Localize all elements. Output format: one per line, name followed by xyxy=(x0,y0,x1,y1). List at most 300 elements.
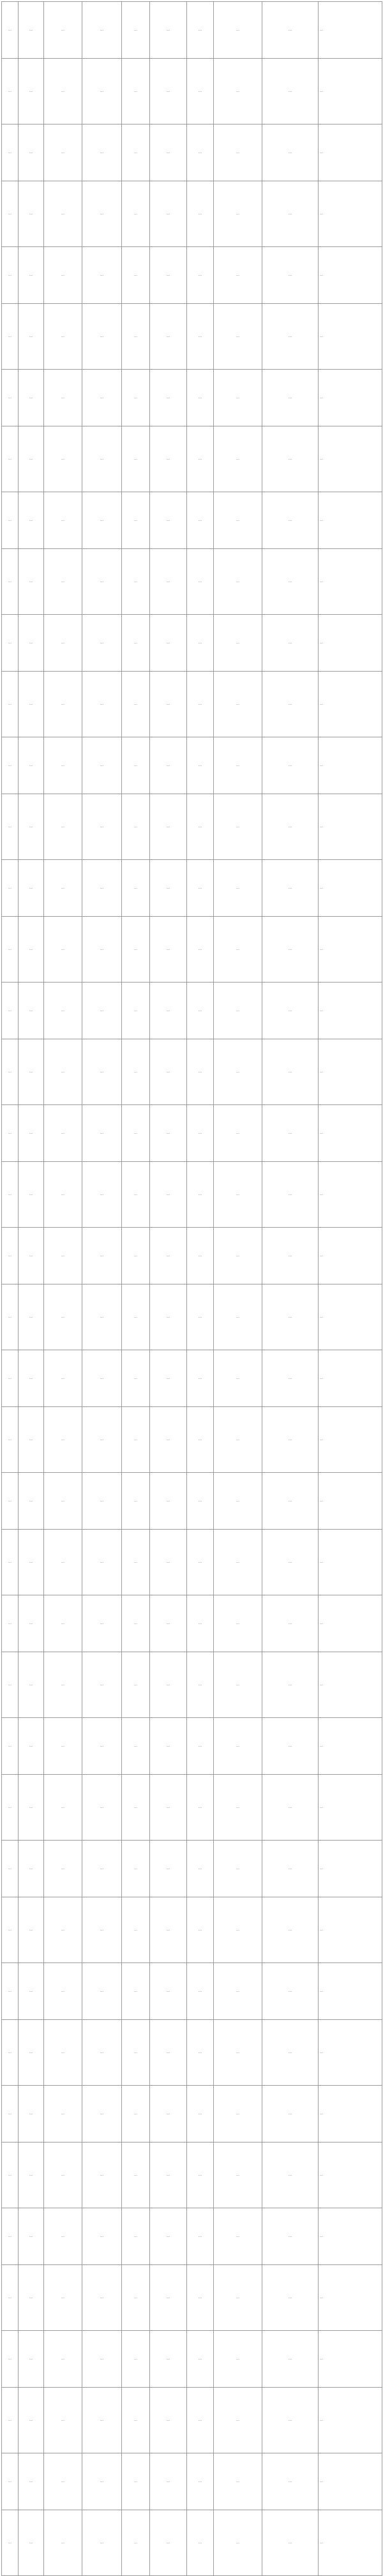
table-cell: … xyxy=(262,2265,319,2331)
table-cell: … xyxy=(150,1841,187,1897)
table-cell: … xyxy=(82,1963,122,2020)
table-row xyxy=(2,1897,382,1963)
table-cell: … xyxy=(319,2331,382,2388)
table-cell: … xyxy=(19,2265,44,2331)
table-cell: … xyxy=(44,860,82,917)
table-cell: … xyxy=(19,1350,44,1407)
table-cell: … xyxy=(150,737,187,794)
table-cell: … xyxy=(150,2020,187,2086)
table-cell: … xyxy=(44,370,82,426)
table-cell: … xyxy=(319,59,382,124)
table-row xyxy=(2,983,382,1039)
table-cell: … xyxy=(214,304,262,370)
table-cell: … xyxy=(82,2331,122,2388)
table-cell: … xyxy=(19,1228,44,1284)
table-cell: … xyxy=(2,2020,19,2086)
table-cell: … xyxy=(2,1897,19,1963)
table-cell: … xyxy=(2,1595,19,1652)
table-cell: … xyxy=(319,1039,382,1105)
table-cell: … xyxy=(187,2020,214,2086)
table-cell: … xyxy=(262,1897,319,1963)
table-cell: … xyxy=(44,2020,82,2086)
table-cell: … xyxy=(82,2388,122,2453)
table-cell: … xyxy=(187,1162,214,1228)
table-cell: … xyxy=(187,1718,214,1775)
table-cell: … xyxy=(187,549,214,615)
table-cell: … xyxy=(150,124,187,181)
table-cell: … xyxy=(122,2453,150,2510)
table-row xyxy=(2,1473,382,1530)
table-cell: … xyxy=(122,1473,150,1530)
table-cell: … xyxy=(19,615,44,672)
table-cell: … xyxy=(2,492,19,549)
table-cell: … xyxy=(19,181,44,247)
table-row xyxy=(2,2388,382,2453)
table-cell: … xyxy=(262,426,319,492)
table-cell: … xyxy=(19,1963,44,2020)
table-cell: … xyxy=(262,917,319,983)
table-cell: … xyxy=(214,1039,262,1105)
table-row xyxy=(2,1039,382,1105)
table-row xyxy=(2,1775,382,1841)
table-row xyxy=(2,2208,382,2265)
table-cell: … xyxy=(122,124,150,181)
table-cell: … xyxy=(214,2388,262,2453)
table-cell: … xyxy=(82,370,122,426)
table-cell: … xyxy=(2,1775,19,1841)
table-cell: … xyxy=(19,983,44,1039)
table-cell: … xyxy=(122,1162,150,1228)
table-cell: … xyxy=(122,247,150,304)
table-cell: … xyxy=(122,983,150,1039)
table-cell: … xyxy=(122,615,150,672)
table-cell: … xyxy=(19,2331,44,2388)
table-row xyxy=(2,2331,382,2388)
table-cell: … xyxy=(44,2,82,59)
table-cell: … xyxy=(262,2331,319,2388)
table-cell: … xyxy=(319,1105,382,1162)
table-cell: … xyxy=(319,860,382,917)
table-row xyxy=(2,181,382,247)
table-cell: … xyxy=(214,1284,262,1350)
table-cell: … xyxy=(19,1595,44,1652)
table-cell: … xyxy=(44,1228,82,1284)
table-cell: … xyxy=(82,1407,122,1473)
table-cell: … xyxy=(214,672,262,737)
table-cell: … xyxy=(214,1963,262,2020)
table-cell: … xyxy=(19,2453,44,2510)
table-row xyxy=(2,1284,382,1350)
table-cell: … xyxy=(122,1530,150,1595)
table-cell: … xyxy=(2,737,19,794)
table-row xyxy=(2,1407,382,1473)
table-cell: … xyxy=(214,983,262,1039)
table-cell: … xyxy=(319,426,382,492)
table-cell: … xyxy=(262,672,319,737)
table-cell: … xyxy=(2,181,19,247)
table-cell: … xyxy=(150,1595,187,1652)
table-cell: … xyxy=(44,426,82,492)
table-cell: … xyxy=(214,1841,262,1897)
table-cell: … xyxy=(44,1162,82,1228)
table-cell: … xyxy=(187,2265,214,2331)
table-cell: … xyxy=(82,304,122,370)
table-row xyxy=(2,426,382,492)
table-cell: … xyxy=(19,1162,44,1228)
table-cell: … xyxy=(44,59,82,124)
table-cell: … xyxy=(19,917,44,983)
table-cell: … xyxy=(262,2143,319,2208)
table-cell: … xyxy=(150,492,187,549)
table-cell: … xyxy=(44,2086,82,2143)
table-cell: … xyxy=(319,1652,382,1718)
table-cell: … xyxy=(319,2143,382,2208)
table-cell: … xyxy=(262,794,319,860)
table-cell: … xyxy=(262,1775,319,1841)
table-row xyxy=(2,2,382,59)
table-row xyxy=(2,672,382,737)
table-cell: … xyxy=(262,124,319,181)
table-cell: … xyxy=(19,1718,44,1775)
table-cell: … xyxy=(214,794,262,860)
table-cell: … xyxy=(262,1652,319,1718)
table-cell: … xyxy=(319,2510,382,2576)
table-cell: … xyxy=(44,247,82,304)
table-cell: … xyxy=(19,2020,44,2086)
table-cell: … xyxy=(82,2086,122,2143)
table-cell: … xyxy=(319,304,382,370)
table-cell: … xyxy=(150,1718,187,1775)
table-cell: … xyxy=(319,1530,382,1595)
table-cell: … xyxy=(44,1039,82,1105)
table-cell: … xyxy=(150,2265,187,2331)
table-cell: … xyxy=(2,615,19,672)
table-cell: … xyxy=(122,370,150,426)
table-cell: … xyxy=(122,1228,150,1284)
table-cell: … xyxy=(19,2086,44,2143)
table-cell: … xyxy=(319,983,382,1039)
table-cell: … xyxy=(82,549,122,615)
table-row xyxy=(2,917,382,983)
table-cell: … xyxy=(122,492,150,549)
table-cell: … xyxy=(122,181,150,247)
table-cell: … xyxy=(187,672,214,737)
table-cell: … xyxy=(262,181,319,247)
table-cell: … xyxy=(2,370,19,426)
table-row xyxy=(2,59,382,124)
table-cell: … xyxy=(262,1473,319,1530)
table-cell: … xyxy=(187,860,214,917)
table-cell: … xyxy=(187,917,214,983)
table-cell: … xyxy=(150,2453,187,2510)
table-cell: … xyxy=(150,426,187,492)
table-cell: … xyxy=(19,1775,44,1841)
table-cell: … xyxy=(44,1473,82,1530)
table-cell: … xyxy=(187,1228,214,1284)
table-cell: … xyxy=(44,2143,82,2208)
table-cell: … xyxy=(214,426,262,492)
table-cell: … xyxy=(214,492,262,549)
table-cell: … xyxy=(82,2208,122,2265)
table-cell: … xyxy=(2,124,19,181)
table-cell: … xyxy=(122,2,150,59)
table-cell: … xyxy=(2,2265,19,2331)
table-cell: … xyxy=(44,672,82,737)
table-cell: … xyxy=(82,247,122,304)
table-cell: … xyxy=(19,124,44,181)
table-cell: … xyxy=(82,1897,122,1963)
table-cell: … xyxy=(2,304,19,370)
table-cell: … xyxy=(82,794,122,860)
table-cell: … xyxy=(122,917,150,983)
table-cell: … xyxy=(214,2265,262,2331)
table-cell: … xyxy=(262,1407,319,1473)
table-row xyxy=(2,2143,382,2208)
table-row xyxy=(2,1162,382,1228)
table-cell: … xyxy=(122,860,150,917)
table-cell: … xyxy=(19,1039,44,1105)
table-cell: … xyxy=(214,2208,262,2265)
table-row xyxy=(2,1963,382,2020)
table-cell: … xyxy=(122,59,150,124)
table-cell: … xyxy=(44,1652,82,1718)
table-cell: … xyxy=(187,1595,214,1652)
table-cell: … xyxy=(44,492,82,549)
table-cell: … xyxy=(187,247,214,304)
table-cell: … xyxy=(214,2143,262,2208)
table-cell: … xyxy=(262,1039,319,1105)
table-cell: … xyxy=(214,59,262,124)
table-cell: … xyxy=(19,2388,44,2453)
table-cell: … xyxy=(187,1350,214,1407)
table-cell: … xyxy=(150,181,187,247)
table-cell: … xyxy=(19,1652,44,1718)
table-row xyxy=(2,304,382,370)
table-cell: … xyxy=(150,983,187,1039)
table-cell: … xyxy=(122,1595,150,1652)
table-cell: … xyxy=(19,370,44,426)
table-cell: … xyxy=(2,2143,19,2208)
table-cell: … xyxy=(187,59,214,124)
table-cell: … xyxy=(122,1775,150,1841)
table-row xyxy=(2,615,382,672)
table-cell: … xyxy=(187,1473,214,1530)
table-cell: … xyxy=(214,247,262,304)
table-cell: … xyxy=(214,2331,262,2388)
table-cell: … xyxy=(19,2,44,59)
table-cell: … xyxy=(262,2453,319,2510)
table-cell: … xyxy=(187,794,214,860)
table-cell: … xyxy=(262,2510,319,2576)
table-cell: … xyxy=(319,370,382,426)
table-cell: … xyxy=(44,2510,82,2576)
table-row xyxy=(2,1718,382,1775)
table-cell: … xyxy=(122,1350,150,1407)
table-cell: … xyxy=(150,2,187,59)
table-row xyxy=(2,492,382,549)
table-cell: … xyxy=(319,1473,382,1530)
table-cell: … xyxy=(82,860,122,917)
table-cell: … xyxy=(262,59,319,124)
table-cell: … xyxy=(82,2265,122,2331)
table-cell: … xyxy=(150,1530,187,1595)
table-cell: … xyxy=(319,1897,382,1963)
table-cell: … xyxy=(187,124,214,181)
table-cell: … xyxy=(19,794,44,860)
table-cell: … xyxy=(262,983,319,1039)
table-cell: … xyxy=(150,59,187,124)
table-cell: … xyxy=(214,1897,262,1963)
table-cell: … xyxy=(82,1162,122,1228)
table-cell: … xyxy=(319,1775,382,1841)
table-cell: … xyxy=(82,59,122,124)
table-cell: … xyxy=(262,1162,319,1228)
table-cell: … xyxy=(150,860,187,917)
table-cell: … xyxy=(262,2388,319,2453)
table-cell: … xyxy=(44,1897,82,1963)
table-cell: … xyxy=(44,2388,82,2453)
table-cell: … xyxy=(2,2,19,59)
table-cell: … xyxy=(19,1473,44,1530)
table-cell: … xyxy=(319,1963,382,2020)
table-cell: … xyxy=(187,2086,214,2143)
table-cell: … xyxy=(19,1530,44,1595)
table-cell: … xyxy=(187,737,214,794)
table-cell: … xyxy=(262,1284,319,1350)
table-cell: … xyxy=(150,1407,187,1473)
table-row xyxy=(2,794,382,860)
table-cell: … xyxy=(82,615,122,672)
table-row xyxy=(2,2453,382,2510)
table-cell: … xyxy=(262,370,319,426)
table-cell: … xyxy=(319,737,382,794)
table-row xyxy=(2,2265,382,2331)
table-cell: … xyxy=(44,1284,82,1350)
table-cell: … xyxy=(82,181,122,247)
table-cell: … xyxy=(187,1963,214,2020)
table-cell: … xyxy=(44,124,82,181)
table-cell: … xyxy=(262,1530,319,1595)
table-cell: … xyxy=(44,549,82,615)
data-table xyxy=(1,1,382,2576)
table-cell: … xyxy=(187,1841,214,1897)
table-cell: … xyxy=(2,1039,19,1105)
table-cell: … xyxy=(82,492,122,549)
table-row xyxy=(2,1105,382,1162)
table-cell: … xyxy=(214,370,262,426)
table-cell: … xyxy=(82,917,122,983)
table-cell: … xyxy=(319,2086,382,2143)
table-cell: … xyxy=(214,1105,262,1162)
table-cell: … xyxy=(44,917,82,983)
table-cell: … xyxy=(122,2265,150,2331)
table-cell: … xyxy=(44,983,82,1039)
table-cell: … xyxy=(44,615,82,672)
table-cell: … xyxy=(187,2331,214,2388)
table-cell: … xyxy=(2,1841,19,1897)
table-cell: … xyxy=(319,1595,382,1652)
table-row xyxy=(2,370,382,426)
table-cell: … xyxy=(122,1897,150,1963)
table-cell: … xyxy=(214,2453,262,2510)
table-cell: … xyxy=(82,1473,122,1530)
table-cell: … xyxy=(214,2,262,59)
table-cell: … xyxy=(19,737,44,794)
table-cell: … xyxy=(187,1652,214,1718)
table-cell: … xyxy=(262,1718,319,1775)
table-cell: … xyxy=(319,1350,382,1407)
table-cell: … xyxy=(82,983,122,1039)
table-cell: … xyxy=(214,1162,262,1228)
table-cell: … xyxy=(2,1228,19,1284)
table-cell: … xyxy=(82,1718,122,1775)
table-cell: … xyxy=(2,2453,19,2510)
table-cell: … xyxy=(319,181,382,247)
table-cell: … xyxy=(2,1963,19,2020)
table-row xyxy=(2,1530,382,1595)
table-cell: … xyxy=(2,860,19,917)
table-cell: … xyxy=(2,2086,19,2143)
table-cell: … xyxy=(19,59,44,124)
table-cell: … xyxy=(19,672,44,737)
table-cell: … xyxy=(187,304,214,370)
table-cell: … xyxy=(150,1350,187,1407)
table-cell: … xyxy=(262,1350,319,1407)
table-cell: … xyxy=(187,615,214,672)
table-cell: … xyxy=(214,1407,262,1473)
table-row xyxy=(2,2086,382,2143)
table-cell: … xyxy=(319,672,382,737)
table-cell: … xyxy=(150,1963,187,2020)
table-cell: … xyxy=(187,1897,214,1963)
table-row xyxy=(2,1841,382,1897)
table-cell: … xyxy=(150,2086,187,2143)
table-cell: … xyxy=(187,181,214,247)
table-cell: … xyxy=(214,1595,262,1652)
table-cell: … xyxy=(319,492,382,549)
table-cell: … xyxy=(150,2331,187,2388)
table-cell: … xyxy=(19,492,44,549)
table-cell: … xyxy=(44,1595,82,1652)
table-cell: … xyxy=(262,2086,319,2143)
table-row xyxy=(2,247,382,304)
table-cell: … xyxy=(150,370,187,426)
table-cell: … xyxy=(187,2143,214,2208)
table-cell: … xyxy=(2,917,19,983)
table-cell: … xyxy=(262,304,319,370)
table-cell: … xyxy=(122,2388,150,2453)
table-cell: … xyxy=(122,1963,150,2020)
table-cell: … xyxy=(122,2086,150,2143)
table-cell: … xyxy=(44,2453,82,2510)
table-cell: … xyxy=(150,247,187,304)
table-cell: … xyxy=(214,1473,262,1530)
table-cell: … xyxy=(2,1105,19,1162)
table-cell: … xyxy=(44,1718,82,1775)
table-cell: … xyxy=(122,2331,150,2388)
table-cell: … xyxy=(214,2510,262,2576)
table-cell: … xyxy=(82,1039,122,1105)
table-row xyxy=(2,1228,382,1284)
table-cell: … xyxy=(122,737,150,794)
table-cell: … xyxy=(82,124,122,181)
table-cell: … xyxy=(319,1284,382,1350)
table-cell: … xyxy=(2,1284,19,1350)
table-cell: … xyxy=(319,1841,382,1897)
table-cell: … xyxy=(187,2388,214,2453)
table-cell: … xyxy=(150,304,187,370)
table-cell: … xyxy=(319,615,382,672)
